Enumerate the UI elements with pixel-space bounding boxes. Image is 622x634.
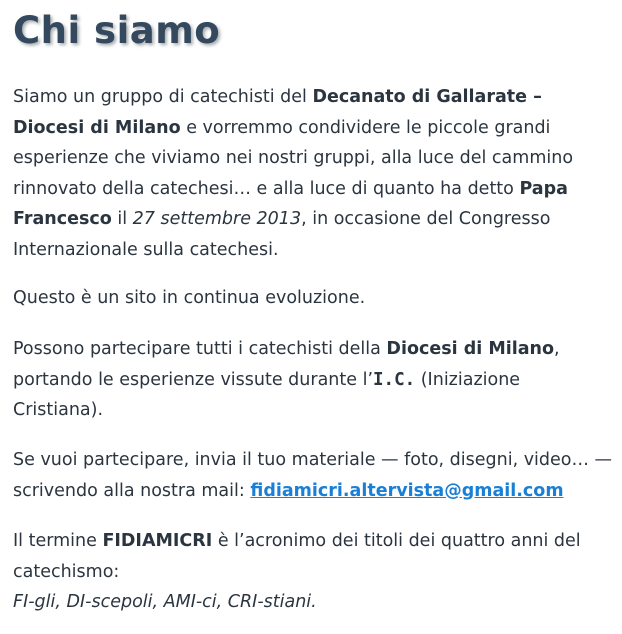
intro-text-1: Siamo un gruppo di catechisti del: [13, 87, 313, 107]
intro-text-3: il: [111, 209, 133, 230]
participation-text-1: Possono partecipare tutti i catechisti della: [13, 339, 387, 359]
acronym-expansion: FI-gli, DI-scepoli, AMI-ci, CRI-stiani.: [13, 592, 317, 613]
acronym-text-2: è l’acronimo dei titoli dei quattro anni del catechismo:: [13, 531, 581, 582]
content-area: [13, 0, 613, 613]
intro-text-4: , in occasione del Congresso Internazionale sulla catechesi.: [13, 209, 551, 260]
acronym-paragraph: [13, 526, 613, 618]
email-link[interactable]: fidiamicri.altervista@gmail.com: [250, 480, 564, 501]
page-title: Chi siamo: [13, 9, 221, 52]
participation-text-3: (Iniziazione Cristiana).: [13, 369, 521, 421]
diocesi-bold: Diocesi di Milano: [386, 339, 555, 359]
participation-paragraph: [13, 334, 613, 426]
evolution-paragraph: Questo è un sito in continua evoluzione.: [13, 288, 366, 308]
intro-text-2: e vorremmo condividere le piccole grandi esperienze che viviamo nei nostri gruppi, alla luce del cammino rinnovato della catechesi… e alla luce di quanto ha detto: [13, 117, 574, 199]
ic-abbreviation: I.C.: [373, 369, 416, 390]
participation-text-2: , portando le esperienze vissute durante l’: [13, 339, 560, 390]
contact-text: Se vuoi partecipare, invia il tuo materiale — foto, disegni, video… — scrivendo alla nostra mail:: [13, 450, 613, 501]
intro-paragraph: [13, 82, 613, 266]
decanato-bold: Decanato di Gallarate – Diocesi di Milano: [13, 87, 542, 138]
papa-bold: Papa Francesco: [13, 178, 568, 230]
contact-paragraph: [13, 445, 618, 506]
acronym-text-1: Il termine: [13, 531, 103, 551]
fidiamicri-bold: FIDIAMICRI: [102, 531, 213, 551]
date-italic: 27 settembre 2013: [132, 209, 302, 230]
